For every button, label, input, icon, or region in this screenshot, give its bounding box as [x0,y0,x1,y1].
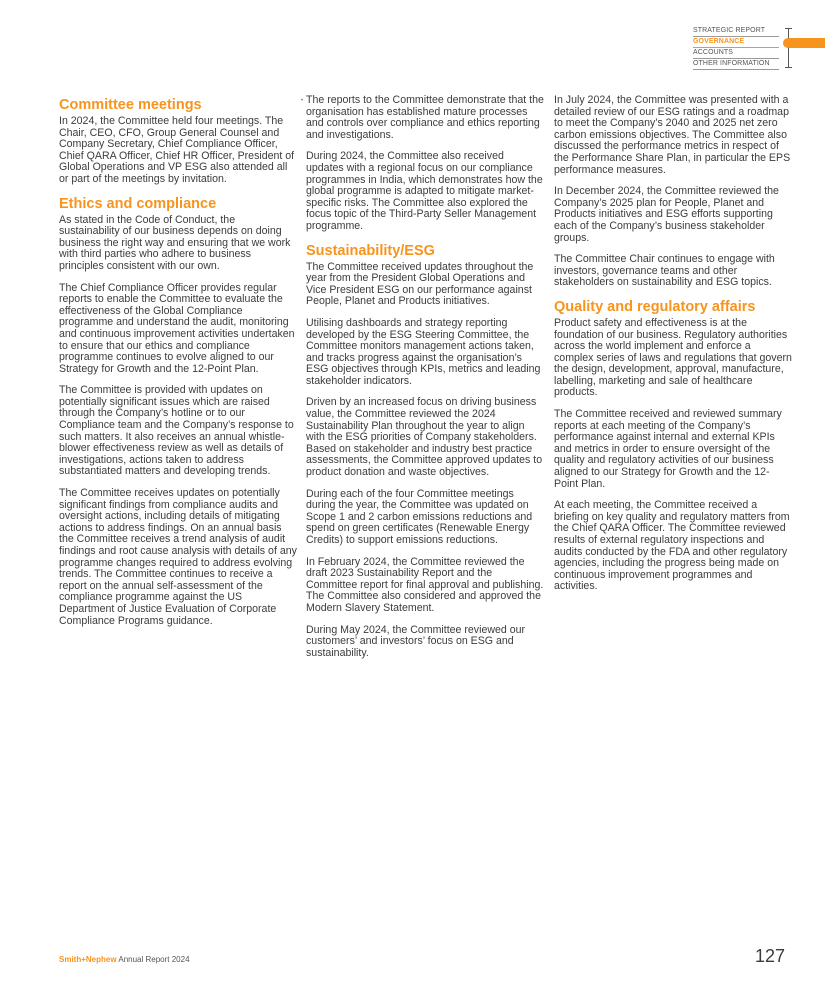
paragraph: The Committee is provided with updates on potentially significant issues which are raised through the Company’s hotline or to our Compliance team and the Company’s response to such matters. It also receives an annual whistle-blower effectiveness review as well as details of investigations, actions taken to address substantiated matters and developing trends. [59,384,294,478]
bullet-marker: • [301,98,304,104]
paragraph: In February 2024, the Committee reviewed the draft 2023 Sustainability Report and the Committee report for final approval and publishing. The Committee also considered and approved the Modern Slavery Statement. [306,555,544,614]
paragraph: During each of the four Committee meetings during the year, the Committee was updated on Scope 1 and 2 carbon emissions reductions and spend on green certificates (Renewable Energy Credits) to support emissions reductions. [306,487,533,546]
paragraph: During May 2024, the Committee reviewed our customers’ and investors’ focus on ESG and sustainability. [306,623,526,659]
paragraph: The Committee receives updates on potentially significant findings from compliance audits and oversight actions, including details of mitigating actions to address findings. On an annual basis the Committee receives a trend analysis of audit findings and root cause analysis with details of any programme changes required to address evolving trends. The Committee continues to receive a report on the annual self-assessment of the compliance programme against the US Department of Justice Evaluation of Corporate Compliance Programs guidance. [59,487,297,627]
brand-name: Smith+Nephew [59,955,117,964]
heading-quality-and-regulatory-affairs: Quality and regulatory affairs [554,298,756,315]
paragraph: At each meeting, the Committee received a briefing on key quality and regulatory matters from the Chief QARA Officer. The Committee reviewed results of external regulatory inspections and audits conducted by the FDA and other regulatory agencies, including the progress being made on continuous improvement programmes and activities. [554,499,790,593]
nav-item-other-information[interactable]: OTHER INFORMATION [693,59,779,70]
paragraph: The Committee Chair continues to engage with investors, governance teams and other stakeholders on sustainability and ESG topics. [554,253,775,289]
report-name: Annual Report 2024 [116,955,190,964]
nav-active-indicator-dot [783,38,793,48]
paragraph: In July 2024, the Committee was presented with a detailed review of our ESG ratings and a roadmap to meet the Company’s 2040 and 2025 net zero carbon emissions objectives. The Committee also discussed the performance metrics in respect of the Performance Share Plan, in particular the EPS performance measures. [554,94,791,176]
paragraph: Driven by an increased focus on driving business value, the Committee reviewed the 2024 Sustainability Plan throughout the year to align with the ESG priorities of Company stakeholders. Based on stakeholder and industry best practice assessments, the Committee approved updates to product donation and waste objectives. [306,396,543,479]
column-middle [306,95,544,669]
paragraph: The Chief Compliance Officer provides regular reports to enable the Committee to evaluate the effectiveness of the Global Compliance programme and understand the audit, monitoring and continuous improvement activities undertaken to ensure that our ethics and compliance programme continues to evolve aligned to our Strategy for Growth and the 12-Point Plan. [59,281,295,375]
column-left [59,95,297,637]
section-navigation [693,26,825,70]
nav-vertical-line [788,28,789,68]
heading-committee-meetings: Committee meetings [59,97,202,113]
heading-ethics-and-compliance: Ethics and compliance [59,195,217,212]
page-number: 127 [754,946,785,966]
paragraph: Utilising dashboards and strategy reporting developed by the ESG Steering Committee, the Committee monitors management actions taken, and tracks progress against the organisation’s ESG objectives through KPIs, metrics and leading stakeholder indicators. [306,316,541,387]
paragraph: In 2024, the Committee held four meetings. The Chair, CEO, CFO, Group General Counsel and Company Secretary, Chief Compliance Officer, Chief QARA Officer, Chief HR Officer, President of Global Operations and VP ESG also attended all or part of the meetings by invitation. [59,115,295,185]
paragraph: The reports to the Committee demonstrate that the organisation has established mature processes and controls over compliance and ethics reporting and investigations. [306,94,544,141]
heading-sustainability-esg: Sustainability/ESG [306,242,435,259]
nav-tick-bottom [785,67,792,68]
nav-item-accounts[interactable]: ACCOUNTS [693,48,779,59]
nav-item-governance[interactable]: GOVERNANCE [693,37,779,48]
nav-item-strategic-report[interactable]: STRATEGIC REPORT [693,26,779,37]
paragraph: As stated in the Code of Conduct, the sustainability of our business depends on doing business the right way and ensuring that we work with third parties who adhere to business principles consistent with our own. [59,213,291,272]
paragraph: Product safety and effectiveness is at the foundation of our business. Regulatory authorities across the world implement and enforce a complex series of laws and regulations that govern the design, development, approval, manufacture, labelling, marketing and sale of healthcare products. [554,316,792,399]
nav-active-indicator-bar [789,38,825,48]
column-right [554,95,792,603]
paragraph: During 2024, the Committee also received updates with a regional focus on our compliance programmes in India, which demonstrates how the global programme is adapted to mitigate market-specific risks. The Committee also explored the focus topic of the Third-Party Seller Management programme. [306,150,543,232]
footer-report-title [59,955,190,964]
paragraph: The Committee received updates throughout the year from the President Global Operations and Vice President ESG on our performance against People, Planet and Products initiatives. [306,260,534,308]
paragraph: The Committee received and reviewed summary reports at each meeting of the Company’s performance against internal and external KPIs and metrics in order to ensure oversight of the quality and regulatory activities of our business aligned to our Strategy for Growth and the 12-Point Plan. [554,408,782,490]
nav-tick-top [785,28,792,29]
paragraph: In December 2024, the Committee reviewed the Company’s 2025 plan for People, Planet and Products initiatives and ESG efforts supporting each of the Company’s business stakeholder groups. [554,185,779,244]
